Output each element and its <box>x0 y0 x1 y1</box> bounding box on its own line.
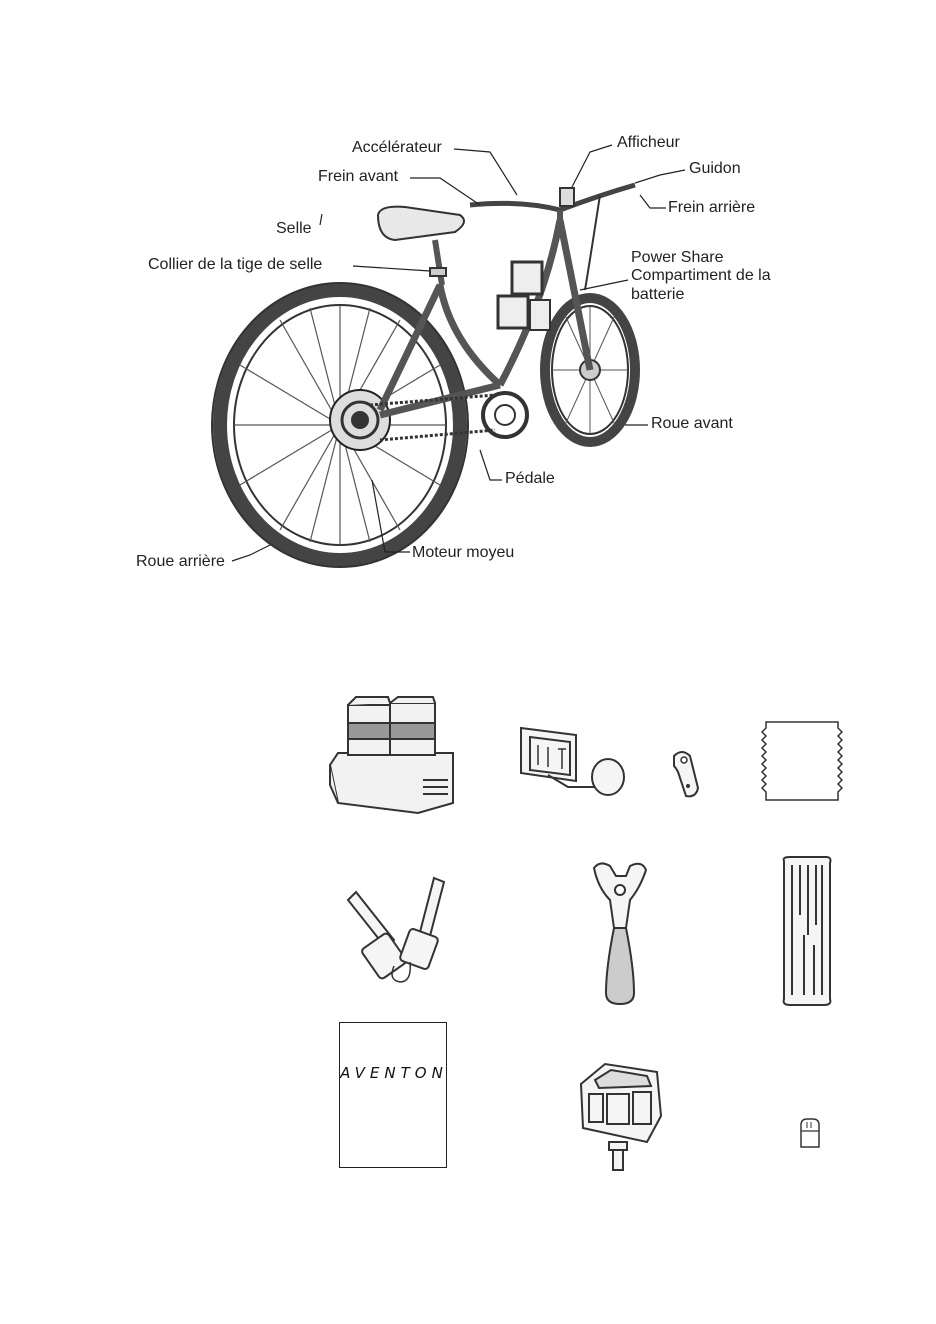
label-moteur-moyeu: Moteur moyeu <box>412 544 515 561</box>
label-roue-arriere: Roue arrière <box>136 553 225 570</box>
keys-icon <box>340 870 450 990</box>
multi-tool-icon <box>778 855 836 1007</box>
pouch-icon <box>758 720 848 802</box>
manual-brand: AVENTON <box>340 1064 448 1082</box>
label-collier: Collier de la tige de selle <box>148 256 323 273</box>
pedal-wrench-icon <box>590 858 650 1008</box>
label-afficheur: Afficheur <box>617 134 680 151</box>
label-selle: Selle <box>276 220 312 237</box>
hook-icon <box>668 748 704 800</box>
label-pedale: Pédale <box>505 470 555 487</box>
display-mount-icon <box>518 725 630 805</box>
label-frein-avant: Frein avant <box>318 168 399 185</box>
label-roue-avant: Roue avant <box>651 415 733 432</box>
label-frein-arriere: Frein arrière <box>668 199 756 216</box>
label-guidon: Guidon <box>689 160 741 177</box>
label-power-share: Power Share Compartiment de la batterie <box>631 249 771 303</box>
rear-wheel-icon <box>212 283 468 567</box>
pedal-icon <box>575 1058 665 1176</box>
battery-charger-icon <box>328 695 458 830</box>
bike-diagram <box>0 0 936 600</box>
cap-icon <box>797 1117 823 1149</box>
label-accelerateur: Accélérateur <box>352 139 442 156</box>
manual-icon <box>339 1022 447 1168</box>
